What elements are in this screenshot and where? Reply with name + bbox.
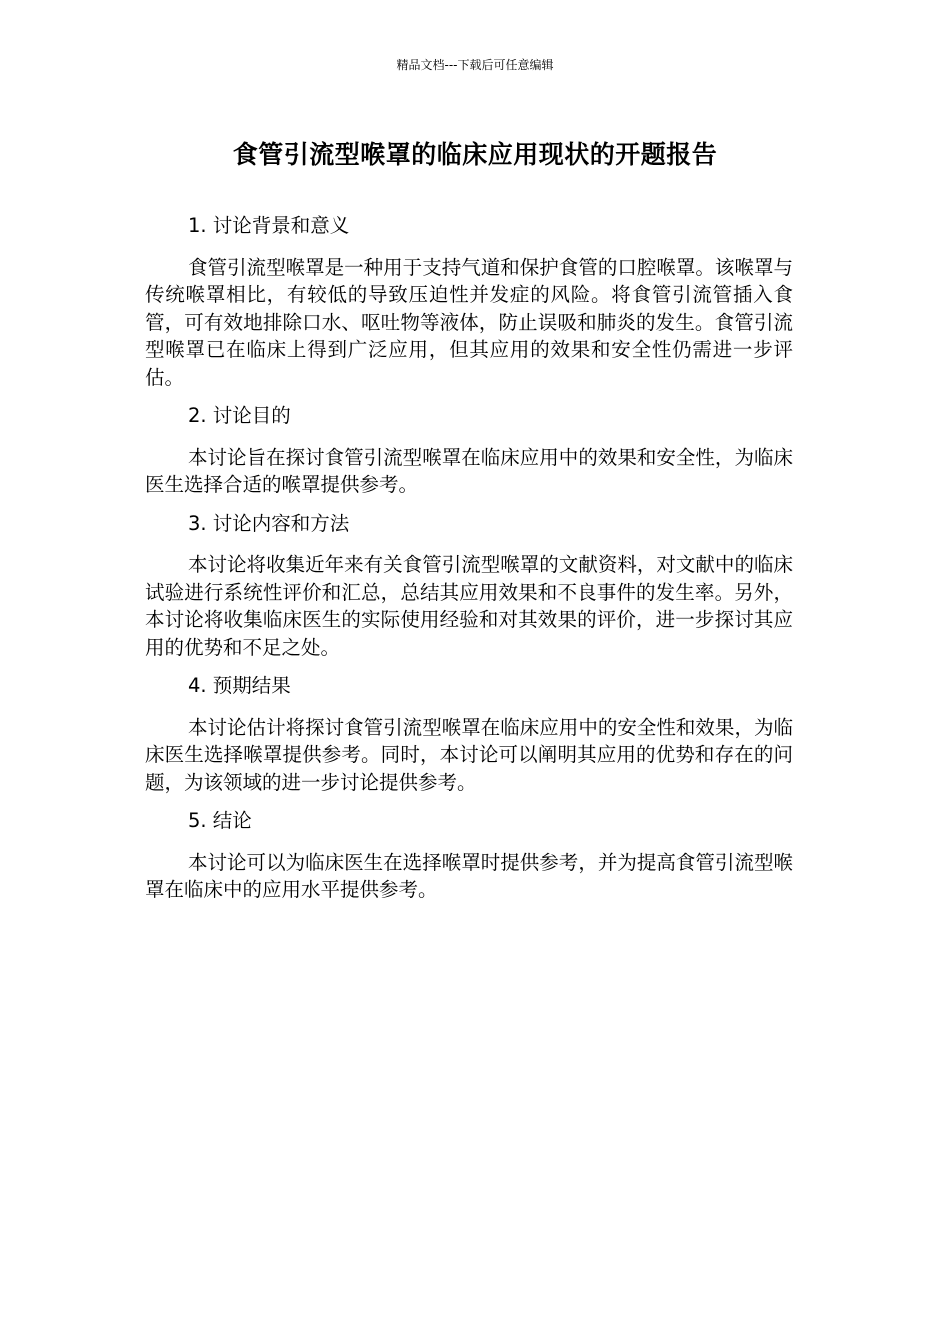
page-header-note: 精品文档---下载后可任意编辑 <box>396 58 554 72</box>
document-body <box>145 212 793 915</box>
section-heading-methods: 3. 讨论内容和方法 <box>188 511 350 535</box>
section-paragraph-conclusion: 本讨论可以为临床医生在选择喉罩时提供参考，并为提高食管引流型喉罩在临床中的应用水平提供参考。 <box>145 850 793 901</box>
document-title: 食管引流型喉罩的临床应用现状的开题报告 <box>232 140 718 169</box>
section-heading-expected-results: 4. 预期结果 <box>188 674 291 697</box>
section-paragraph-expected-results: 本讨论估计将探讨食管引流型喉罩在临床应用中的安全性和效果，为临床医生选择喉罩提供参考。同时，本讨论可以阐明其应用的优势和存在的问题，为该领域的进一步讨论提供参考。 <box>145 715 793 794</box>
section-heading-purpose: 2. 讨论目的 <box>188 404 291 427</box>
section-heading-conclusion: 5. 结论 <box>188 809 252 832</box>
section-paragraph-background: 食管引流型喉罩是一种用于支持气道和保护食管的口腔喉罩。该喉罩与传统喉罩相比，有较低的导致压迫性并发症的风险。将食管引流管插入食管，可有效地排除口水、呕吐物等液体，防止误吸和肺炎的发生。食管引流型喉罩已在临床上得到广泛应用，但其应用的效果和安全性仍需进一步评估。 <box>145 255 793 389</box>
section-heading-background: 1. 讨论背景和意义 <box>188 214 350 237</box>
section-paragraph-purpose: 本讨论旨在探讨食管引流型喉罩在临床应用中的效果和安全性，为临床医生选择合适的喉罩提供参考。 <box>145 445 793 496</box>
section-paragraph-methods: 本讨论将收集近年来有关食管引流型喉罩的文献资料，对文献中的临床试验进行系统性评价和汇总，总结其应用效果和不良事件的发生率。另外，本讨论将收集临床医生的实际使用经验和对其效果的评价，进一步探讨其应用的优势和不足之处。 <box>145 553 793 659</box>
